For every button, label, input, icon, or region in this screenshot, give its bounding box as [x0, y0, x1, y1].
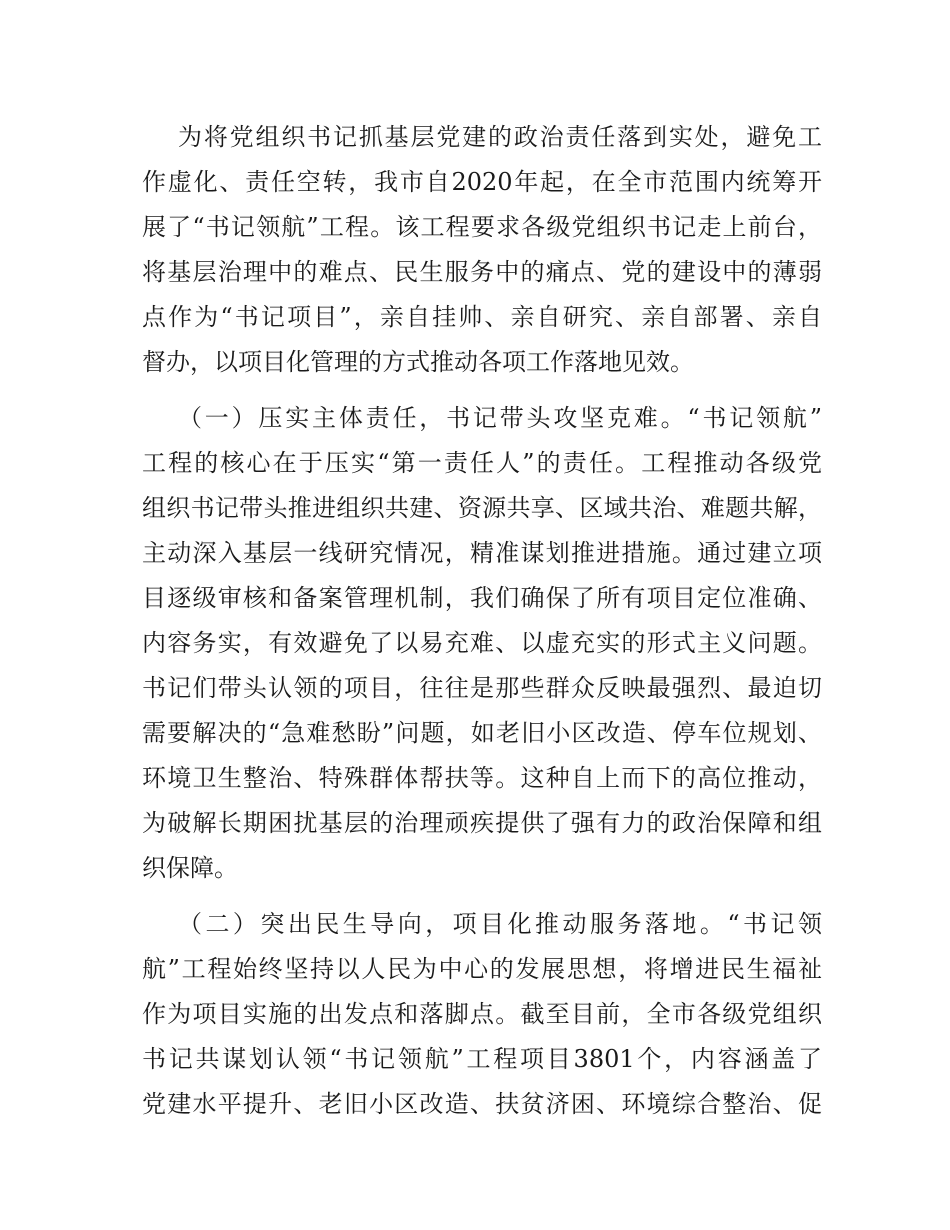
- text-line: 内容务实，有效避免了以易充难、以虚充实的形式主义问题。: [142, 629, 822, 657]
- text-line: 作虚化、责任空转，我市自2020年起，在全市范围内统筹开: [142, 168, 822, 196]
- text-line: 主动深入基层一线研究情况，精准谋划推进措施。通过建立项: [142, 539, 822, 567]
- paragraph-intro: [142, 115, 822, 385]
- text-line: 织保障。: [142, 854, 238, 882]
- paragraph-spacer: [142, 891, 822, 902]
- section-heading-line: （一）压实主体责任，书记带头攻坚克难。“书记领航”: [178, 404, 822, 432]
- text-line: 目逐级审核和备案管理机制，我们确保了所有项目定位准确、: [142, 584, 822, 612]
- text-line: 督办，以项目化管理的方式推动各项工作落地见效。: [142, 348, 694, 376]
- text-line: 展了“书记领航”工程。该工程要求各级党组织书记走上前台，: [142, 213, 822, 241]
- text-line: 组织书记带头推进组织共建、资源共享、区域共治、难题共解，: [142, 494, 822, 522]
- paragraph-spacer: [142, 385, 822, 396]
- text-line: 党建水平提升、老旧小区改造、扶贫济困、环境综合整治、促: [142, 1090, 822, 1118]
- document-body: [142, 115, 822, 1127]
- text-line: 书记们带头认领的项目，往往是那些群众反映最强烈、最迫切: [142, 674, 822, 702]
- text-line: 将基层治理中的难点、民生服务中的痛点、党的建设中的薄弱: [142, 258, 822, 286]
- paragraph-section-two: [142, 902, 822, 1127]
- text-line: 作为项目实施的出发点和落脚点。截至目前，全市各级党组织: [142, 1000, 822, 1028]
- section-heading-line: （二）突出民生导向，项目化推动服务落地。“书记领: [178, 910, 822, 938]
- paragraph-section-one: [142, 396, 822, 891]
- text-line: 工程的核心在于压实“第一责任人”的责任。工程推动各级党: [142, 449, 822, 477]
- text-line: 为将党组织书记抓基层党建的政治责任落到实处，避免工: [178, 123, 822, 151]
- text-line: 书记共谋划认领“书记领航”工程项目3801个，内容涵盖了: [142, 1045, 822, 1073]
- text-line: 为破解长期困扰基层的治理顽疾提供了强有力的政治保障和组: [142, 809, 822, 837]
- text-line: 点作为“书记项目”，亲自挂帅、亲自研究、亲自部署、亲自: [142, 303, 822, 331]
- text-line: 航”工程始终坚持以人民为中心的发展思想，将增进民生福祉: [142, 955, 822, 983]
- text-line: 需要解决的“急难愁盼”问题，如老旧小区改造、停车位规划、: [142, 719, 822, 747]
- text-line: 环境卫生整治、特殊群体帮扶等。这种自上而下的高位推动，: [142, 764, 822, 792]
